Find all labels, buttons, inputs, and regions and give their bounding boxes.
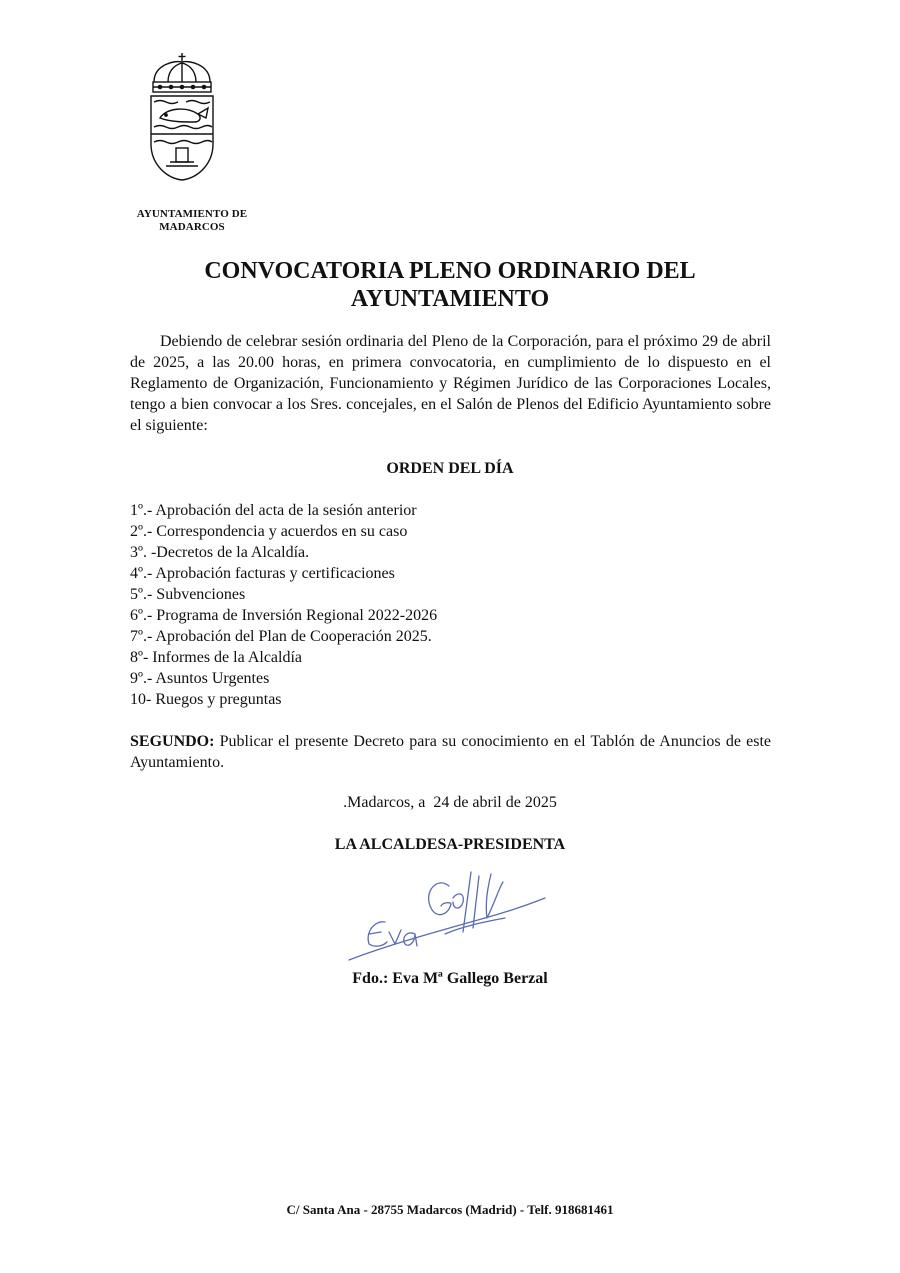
org-name-line-1: AYUNTAMIENTO DE: [136, 208, 248, 220]
agenda-item: 8º- Informes de la Alcaldía: [130, 649, 303, 666]
signer-role: LA ALCALDESA-PRESIDENTA: [334, 836, 566, 853]
agenda-item: 3º. -Decretos de la Alcaldía.: [130, 544, 310, 561]
footer-address: C/ Santa Ana - 28755 Madarcos (Madrid) - Telf. 918681461: [286, 1202, 614, 1217]
organization-name: [120, 208, 264, 234]
agenda-item: 1º.- Aprobación del acta de la sesión anterior: [130, 502, 417, 519]
agenda-item: 7º.- Aprobación del Plan de Cooperación 2025.: [130, 628, 432, 645]
agenda-item: 2º.- Correspondencia y acuerdos en su caso: [130, 523, 408, 540]
second-lead: SEGUNDO:: [130, 733, 215, 750]
agenda-item: 5º.- Subvenciones: [130, 586, 246, 603]
agenda-list: [130, 500, 770, 710]
agenda-item: 4º.- Aprobación facturas y certificaciones: [130, 565, 395, 582]
agenda-item: 6º.- Programa de Inversión Regional 2022-2026: [130, 607, 438, 624]
place-and-date: .Madarcos, a 24 de abril de 2025: [343, 794, 557, 811]
title-line-2: AYUNTAMIENTO: [350, 286, 550, 312]
municipal-coat-of-arms-icon: [146, 52, 218, 182]
agenda-heading: ORDEN DEL DÍA: [386, 460, 514, 477]
agenda-item: 10- Ruegos y preguntas: [130, 691, 282, 708]
second-resolution-paragraph: [130, 731, 771, 773]
document-title: [130, 257, 770, 313]
intro-paragraph: Debiendo de celebrar sesión ordinaria del Pleno de la Corporación, para el próximo 29 de abril de 2025, a las 20.00 horas, en primera convocatoria, en cumplimiento de lo dispuesto en el Reglamento de Organización, Funcionamiento y Régimen Jurídico de las Corporaciones Locales, tengo a bien convocar a los Sres. concejales, en el Salón de Plenos del Edificio Ayuntamiento sobre el siguiente:: [130, 333, 771, 434]
signer-name: Fdo.: Eva Mª Gallego Berzal: [352, 970, 548, 987]
agenda-item: 9º.- Asuntos Urgentes: [130, 670, 270, 687]
org-name-line-2: MADARCOS: [159, 221, 225, 233]
title-line-1: CONVOCATORIA PLENO ORDINARIO DEL: [204, 258, 696, 284]
second-text: Publicar el presente Decreto para su conocimiento en el Tablón de Anuncios de este Ayuntamiento.: [130, 733, 771, 771]
handwritten-signature-icon: [345, 862, 550, 966]
